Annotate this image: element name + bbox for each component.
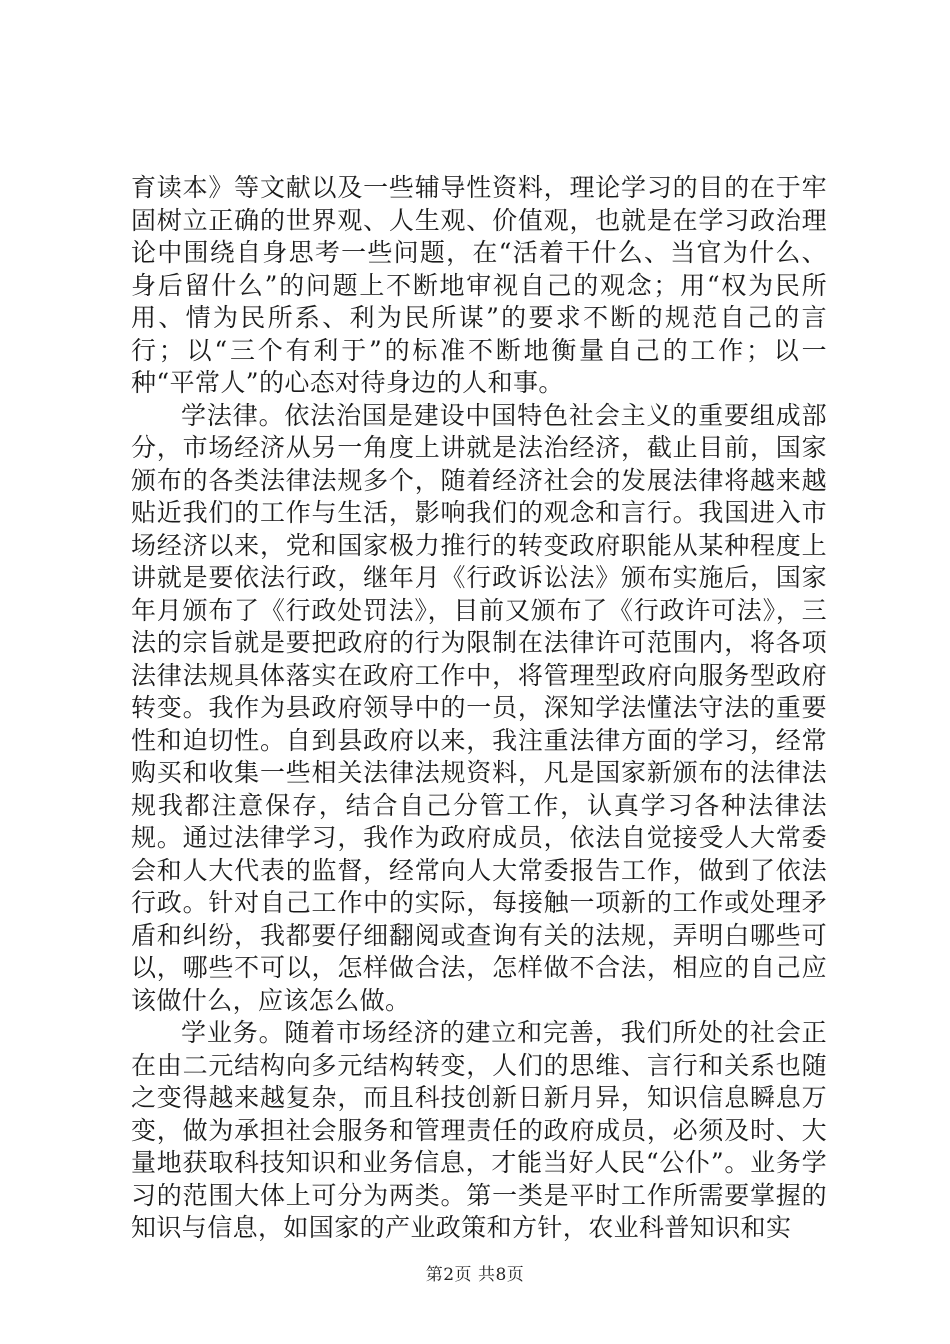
body-text — [131, 172, 827, 1245]
page-number-footer: 第2页 共8页 — [425, 1265, 525, 1285]
paragraph-theory-study: 育读本》等文献以及一些辅导性资料，理论学习的目的在于牢固树立正确的世界观、人生观、价值观，也就是在学习政治理论中围绕自身思考一些问题，在“活着干什么、当官为什么、身后留什么”的问题上不断地审视自己的观念；用“权为民所用、情为民所系、利为民所谋”的要求不断的规范自己的言行；以“三个有利于”的标准不断地衡量自己的工作；以一种“平常人”的心态对待身边的人和事。 — [131, 173, 827, 397]
paragraph-study-business: 学业务。随着市场经济的建立和完善，我们所处的社会正在由二元结构向多元结构转变，人们的思维、言行和关系也随之变得越来越复杂，而且科技创新日新月异，知识信息瞬息万变，做为承担社会服务和管理责任的政府成员，必须及时、大量地获取科技知识和业务信息，才能当好人民“公仆”。业务学习的范围大体上可分为两类。第一类是平时工作所需要掌握的知识与信息，如国家的产业政策和方针，农业科普知识和实 — [131, 1018, 827, 1242]
paragraph-study-law: 学法律。依法治国是建设中国特色社会主义的重要组成部分，市场经济从另一角度上讲就是法治经济，截止目前，国家颁布的各类法律法规多个，随着经济社会的发展法律将越来越贴近我们的工作与生活，影响我们的观念和言行。我国进入市场经济以来，党和国家极力推行的转变政府职能从某种程度上讲就是要依法行政，继年月《行政诉讼法》颁布实施后，国家年月颁布了《行政处罚法》，目前又颁布了《行政许可法》，三法的宗旨就是要把政府的行为限制在法律许可范围内，将各项法律法规具体落实在政府工作中，将管理型政府向服务型政府转变。我作为县政府领导中的一员，深知学法懂法守法的重要性和迫切性。自到县政府以来，我注重法律方面的学习，经常购买和收集一些相关法律法规资料，凡是国家新颁布的法律法规我都注意保存，结合自己分管工作，认真学习各种法律法规。通过法律学习，我作为政府成员，依法自觉接受人大常委会和人大代表的监督，经常向人大常委报告工作，做到了依法行政。针对自己工作中的实际，每接触一项新的工作或处理矛盾和纠纷，我都要仔细翻阅或查询有关的法规，弄明白哪些可以，哪些不可以，怎样做合法，怎样做不合法，相应的自己应该做什么，应该怎么做。 — [131, 400, 827, 1015]
